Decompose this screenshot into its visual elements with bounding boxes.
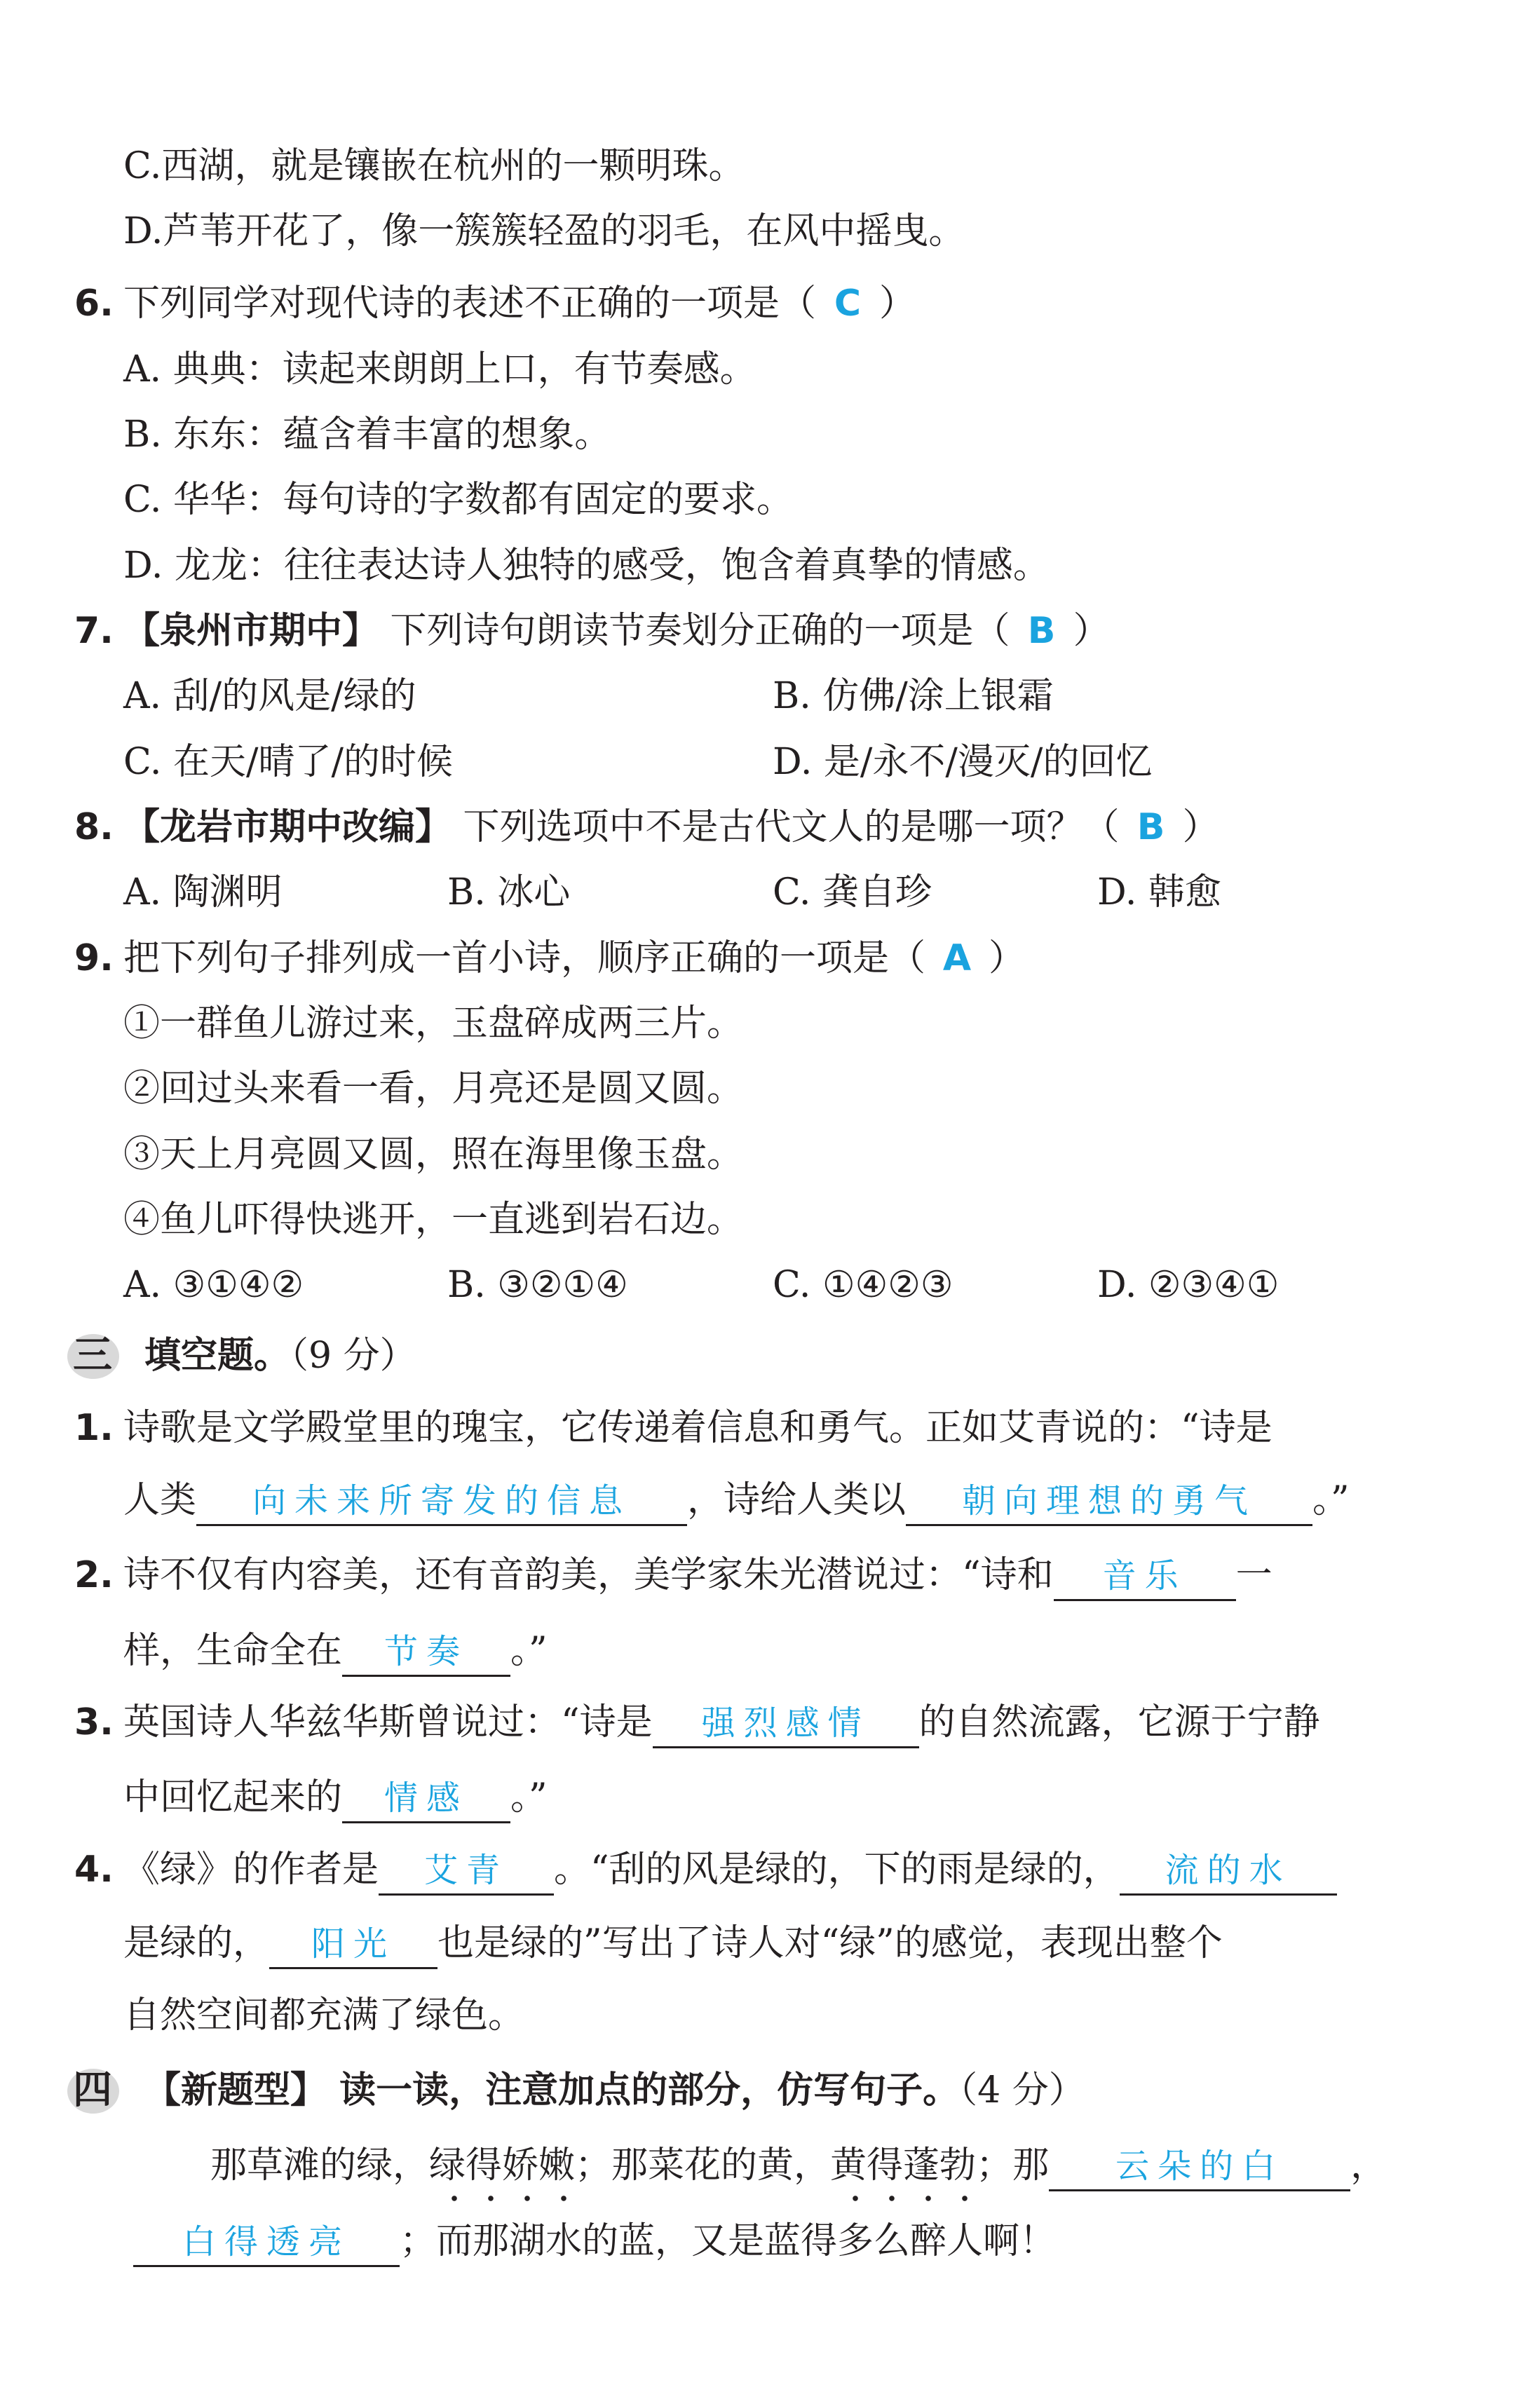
fill-q3-line1: 3. 英国诗人华兹华斯曾说过：“诗是 强烈感情 的自然流露，它源于宁静 <box>0 1696 1527 1748</box>
q9-option-c: C. ①④②③ <box>773 1264 953 1306</box>
q9-option-d: D. ②③④① <box>1097 1264 1280 1306</box>
q9-option-b: B. ③②①④ <box>447 1264 628 1306</box>
section-4-badge: 四 <box>70 2065 130 2116</box>
fill-q4-blank-1[interactable]: 艾青 <box>379 1847 554 1896</box>
q8-option-b: B. 冰心 <box>447 871 571 913</box>
q5-option-d: D.芦苇开花了，像一簇簇轻盈的羽毛，在风中摇曳。 <box>123 210 965 252</box>
section-4-tag: 【新题型】 <box>144 2069 327 2111</box>
fill-q1-blank-1[interactable]: 向未来所寄发的信息 <box>196 1478 687 1526</box>
q7-answer: B <box>1027 610 1056 652</box>
q7-option-c: C. 在天/晴了/的时候 <box>123 741 454 783</box>
dotted-phrase-2: 黄得蓬勃 <box>830 2140 976 2191</box>
fill-q2-line1: 2. 诗不仅有内容美，还有音韵美，美学家朱光潜说过：“诗和 音乐 一 <box>0 1549 1527 1601</box>
q9-line-1: ①一群鱼儿游过来，玉盘碎成两三片。 <box>123 1002 744 1045</box>
q9-answer: A <box>942 937 972 979</box>
q6-answer: C <box>834 283 862 325</box>
fill-q3-blank-2[interactable]: 情感 <box>342 1775 510 1823</box>
q9-option-a: A. ③①④② <box>123 1264 304 1306</box>
fill-q4-blank-3[interactable]: 阳光 <box>269 1921 437 1969</box>
fill-q2-blank-1[interactable]: 音乐 <box>1054 1553 1236 1601</box>
fill-q2-line2: 样，生命全在 节奏 。” <box>0 1625 1527 1677</box>
imitation-line2: 白得透亮 ；而那湖水的蓝，又是蓝得多么醉人啊！ <box>0 2215 1527 2267</box>
q9-stem: 9. 把下列句子排列成一首小诗，顺序正确的一项是（ A ） <box>0 932 1527 984</box>
fill-q1-blank-2[interactable]: 朝向理想的勇气 <box>906 1478 1312 1526</box>
q6-stem: 6. 下列同学对现代诗的表述不正确的一项是（ C ） <box>0 278 1527 329</box>
imitation-line1: 那草滩的绿，绿得娇嫩；那菜花的黄，黄得蓬勃；那 云朵的白 ， <box>0 2140 1527 2191</box>
q6-option-d: D. 龙龙：往往表达诗人独特的感受，饱含着真挚的情感。 <box>123 545 1050 587</box>
q6-option-b: B. 东东：蕴含着丰富的想象。 <box>123 414 611 456</box>
q9-line-3: ③天上月亮圆又圆，照在海里像玉盘。 <box>123 1134 744 1176</box>
dotted-phrase-1: 绿得娇嫩 <box>429 2140 575 2191</box>
q6-option-c: C. 华华：每句诗的字数都有固定的要求。 <box>123 479 793 521</box>
fill-q4-line2: 是绿的， 阳光 也是绿的”写出了诗人对“绿”的感觉，表现出整个 <box>0 1917 1527 1969</box>
q5-option-c: C.西湖，就是镶嵌在杭州的一颗明珠。 <box>123 145 745 187</box>
q7-stem: 7. 【泉州市期中】 下列诗句朗读节奏划分正确的一项是（ B ） <box>0 605 1527 657</box>
fill-q3-line2: 中回忆起来的 情感 。” <box>0 1771 1527 1823</box>
fill-q4-line3: 自然空间都充满了绿色。 <box>123 1994 525 2036</box>
imitation-blank-2[interactable]: 白得透亮 <box>133 2219 400 2267</box>
q8-stem: 8. 【龙岩市期中改编】 下列选项中不是古代文人的是哪一项？（ B ） <box>0 801 1527 853</box>
fill-q1-line2: 人类 向未来所寄发的信息 ，诗给人类以 朝向理想的勇气 。” <box>0 1474 1527 1526</box>
imitation-blank-1[interactable]: 云朵的白 <box>1049 2143 1350 2191</box>
fill-q4-blank-2[interactable]: 流的水 <box>1120 1847 1337 1896</box>
section-4-title: 【新题型】 读一读，注意加点的部分，仿写句子。（4 分） <box>144 2069 1085 2111</box>
q6-option-a: A. 典典：读起来朗朗上口，有节奏感。 <box>123 348 756 390</box>
q8-option-c: C. 龚自珍 <box>773 871 932 913</box>
section-3-badge: 三 <box>70 1330 130 1382</box>
q7-option-d: D. 是/永不/漫灭/的回忆 <box>773 741 1153 783</box>
fill-q2-blank-2[interactable]: 节奏 <box>342 1628 510 1677</box>
q8-option-a: A. 陶渊明 <box>123 871 283 913</box>
q7-source-tag: 【泉州市期中】 <box>123 610 379 652</box>
q8-option-d: D. 韩愈 <box>1097 871 1221 913</box>
section-3-title: 填空题。（9 分） <box>144 1335 416 1377</box>
fill-q1-line1: 1. 诗歌是文学殿堂里的瑰宝，它传递着信息和勇气。正如艾青说的：“诗是 <box>74 1407 1272 1449</box>
q9-line-4: ④鱼儿吓得快逃开，一直逃到岩石边。 <box>123 1199 744 1241</box>
q8-answer: B <box>1136 806 1165 848</box>
q7-option-b: B. 仿佛/涂上银霜 <box>773 675 1054 717</box>
q8-source-tag: 【龙岩市期中改编】 <box>123 806 452 848</box>
q7-option-a: A. 刮/的风是/绿的 <box>123 675 416 717</box>
fill-q3-blank-1[interactable]: 强烈感情 <box>653 1700 919 1748</box>
q9-line-2: ②回过头来看一看，月亮还是圆又圆。 <box>123 1068 744 1110</box>
fill-q4-line1: 4. 《绿》的作者是 艾青 。“刮的风是绿的，下的雨是绿的， 流的水 <box>0 1844 1527 1896</box>
